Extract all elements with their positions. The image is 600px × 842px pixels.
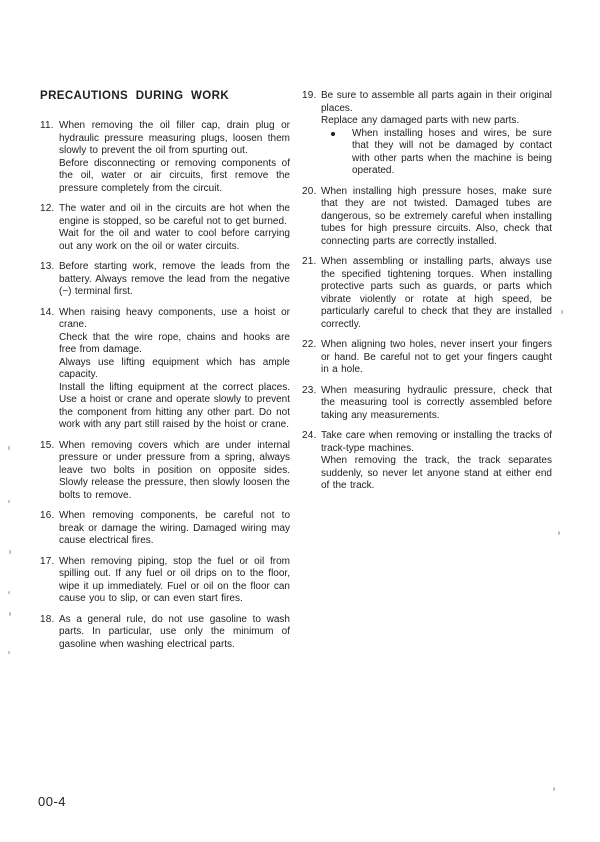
item-body	[59, 307, 290, 432]
item-paragraph: When removing covers which are under internal pressure or under pressure from a spring, always leave two bolts in position on opposite sides. Slowly release the pressure, then slowly loosen the bolts to remove.	[59, 439, 290, 501]
item-paragraph: When installing high pressure hoses, make sure that they are not twisted. Damaged tubes are dangerous, so be extremely careful when installing tubes for high pressure circuits. Also, check that connecting parts are correctly installed.	[321, 185, 552, 247]
two-column-layout	[40, 90, 552, 659]
item-number: 24.	[302, 430, 317, 441]
item-paragraph: When removing components, be careful not to break or damage the wiring. Damaged wiring may cause electrical fires.	[59, 510, 290, 546]
item-paragraph: Install the lifting equipment at the correct places. Use a hoist or crane and operate slowly to prevent the component from hitting any other part. Do not work with any part still raised by the hoist or crane.	[59, 381, 290, 430]
item-paragraph: Check that the wire rope, chains and hooks are free from damage.	[59, 331, 290, 355]
item-number: 17.	[40, 555, 55, 567]
item-paragraph: When aligning two holes, never insert your fingers or hand. Be careful not to get your fingers caught in a hole.	[321, 339, 552, 375]
item-number: 19.	[302, 90, 317, 101]
item-paragraph: When measuring hydraulic pressure, check that the measuring tool is correctly assembled before taking any measurements.	[321, 384, 552, 421]
page-number: 00-4	[38, 794, 67, 809]
bullet-icon	[331, 132, 335, 136]
item-number: 16.	[40, 510, 55, 521]
item-paragraph: Before starting work, remove the leads from the battery. Always remove the lead from the negative (−) terminal first.	[59, 261, 290, 297]
scan-artifact	[8, 500, 10, 503]
item-body	[59, 614, 290, 652]
item-number: 21.	[302, 256, 317, 267]
item-body	[321, 186, 552, 249]
list-item-20	[302, 186, 552, 249]
scan-artifact	[558, 531, 560, 535]
scan-artifact	[561, 310, 563, 314]
item-body	[59, 261, 290, 299]
item-body	[59, 203, 290, 253]
item-paragraph: Wait for the oil and water to cool before carrying out any work on the oil or water circuits.	[59, 228, 290, 252]
item-number: 18.	[40, 613, 55, 625]
item-number: 23.	[302, 384, 317, 396]
scan-artifact	[9, 550, 11, 554]
list-item-14	[40, 307, 290, 432]
column-right	[302, 90, 552, 659]
item-body	[321, 90, 552, 178]
list-item-12	[40, 203, 290, 253]
list-item-21	[302, 256, 552, 331]
list-item-24	[302, 430, 552, 493]
item-number: 12.	[40, 203, 55, 214]
item-body	[59, 120, 290, 195]
item-number: 13.	[40, 261, 55, 272]
scan-artifact	[553, 787, 555, 791]
item-body	[321, 430, 552, 493]
item-body	[321, 256, 552, 331]
page-heading: PRECAUTIONS DURING WORK	[40, 90, 230, 102]
list-item-19	[302, 90, 552, 178]
item-body	[59, 510, 290, 548]
bullet-item	[321, 128, 552, 178]
list-item-18	[40, 614, 290, 652]
list-item-15	[40, 440, 290, 503]
item-paragraph: As a general rule, do not use gasoline to wash parts. In particular, use only the minimum of gasoline when washing electrical parts.	[59, 613, 290, 650]
item-number: 14.	[40, 306, 55, 318]
list-item-23	[302, 385, 552, 423]
scan-artifact	[8, 651, 10, 654]
item-paragraph: When raising heavy components, use a hoist or crane.	[59, 306, 290, 330]
item-paragraph: Before disconnecting or removing components of the oil, water or air circuits, first remove the pressure completely from the circuit.	[59, 157, 290, 194]
item-number: 22.	[302, 339, 317, 350]
list-item-13	[40, 261, 290, 299]
item-paragraph: The water and oil in the circuits are hot when the engine is stopped, so be careful not to get burned.	[59, 203, 290, 227]
item-paragraph: When removing piping, stop the fuel or oil from spilling out. If any fuel or oil drips on to the floor, wipe it up immediately. Fuel or oil on the floor can cause you to slip, or can even start fires.	[59, 555, 290, 604]
scan-artifact	[9, 612, 11, 616]
item-body	[59, 440, 290, 503]
scan-artifact	[8, 591, 10, 594]
item-paragraph: When removing the track, the track separates suddenly, so never let anyone stand at either end of the track.	[321, 455, 552, 491]
item-paragraph: Be sure to assemble all parts again in their original places.	[321, 90, 552, 114]
list-item-11	[40, 120, 290, 195]
item-paragraph: Always use lifting equipment which has ample capacity.	[59, 356, 290, 380]
item-body	[59, 556, 290, 606]
item-paragraph: Replace any damaged parts with new parts.	[321, 115, 520, 126]
list-item-17	[40, 556, 290, 606]
column-left	[40, 90, 290, 659]
list-item-22	[302, 339, 552, 377]
item-paragraph: Take care when removing or installing the tracks of track-type machines.	[321, 430, 552, 454]
item-body	[321, 385, 552, 423]
bullet-paragraph: When installing hoses and wires, be sure that they will not be damaged by contact with other parts when the machine is being operated.	[352, 127, 552, 176]
item-paragraph: When removing the oil filler cap, drain plug or hydraulic pressure measuring plugs, loosen them slowly to prevent the oil from spurting out.	[59, 120, 290, 156]
item-paragraph: When assembling or installing parts, always use the specified tightening torques. When installing protective parts such as guards, or parts which vibrate violently or rotate at high speed, be particularly careful to check that they are installed correctly.	[321, 256, 552, 330]
item-number: 15.	[40, 439, 55, 451]
scan-artifact	[8, 446, 10, 450]
item-body	[321, 339, 552, 377]
item-number: 11.	[40, 120, 54, 131]
item-number: 20.	[302, 185, 317, 197]
list-item-16	[40, 510, 290, 548]
